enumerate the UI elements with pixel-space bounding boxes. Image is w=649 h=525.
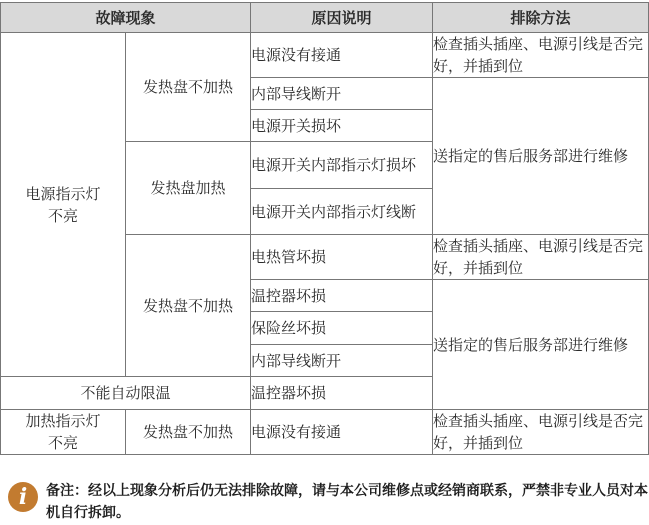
sub-symptom-cell: 发热盘不加热 [126,33,251,142]
symptom-cell: 电源指示灯不亮 [1,33,126,377]
fix-cell: 送指定的售后服务部进行维修 [433,280,649,410]
fix-cell: 检查插头插座、电源引线是否完好，并插到位 [433,33,649,78]
note-box [8,480,648,524]
sub-symptom-cell: 发热盘不加热 [126,235,251,377]
symptom-cell: 加热指示灯不亮 [1,410,126,455]
cause-cell: 电源开关内部指示灯线断 [251,189,433,235]
troubleshooting-table [0,2,649,455]
header-cause: 原因说明 [251,3,433,33]
cause-cell: 电源开关损坏 [251,110,433,142]
table-row [1,33,649,78]
table-row [1,410,649,455]
note-text: 备注：经以上现象分析后仍无法排除故障，请与本公司维修点或经销商联系，严禁非专业人员对本机自行拆卸。 [46,483,648,521]
fix-cell: 检查插头插座、电源引线是否完好，并插到位 [433,410,649,455]
cause-cell: 电热管坏损 [251,235,433,280]
cause-cell: 温控器坏损 [251,377,433,410]
cause-cell: 电源开关内部指示灯损坏 [251,142,433,189]
cause-cell: 电源没有接通 [251,410,433,455]
fix-cell: 检查插头插座、电源引线是否完好，并插到位 [433,235,649,280]
sub-symptom-cell: 发热盘加热 [126,142,251,235]
info-icon: i [8,482,38,512]
cause-cell: 内部导线断开 [251,345,433,377]
header-symptom: 故障现象 [1,3,251,33]
header-fix: 排除方法 [433,3,649,33]
fix-cell: 送指定的售后服务部进行维修 [433,78,649,235]
cause-cell: 保险丝坏损 [251,312,433,345]
sub-symptom-cell: 发热盘不加热 [126,410,251,455]
symptom-cell: 不能自动限温 [1,377,251,410]
cause-cell: 温控器坏损 [251,280,433,312]
table-header-row [1,3,649,33]
cause-cell: 电源没有接通 [251,33,433,78]
cause-cell: 内部导线断开 [251,78,433,110]
